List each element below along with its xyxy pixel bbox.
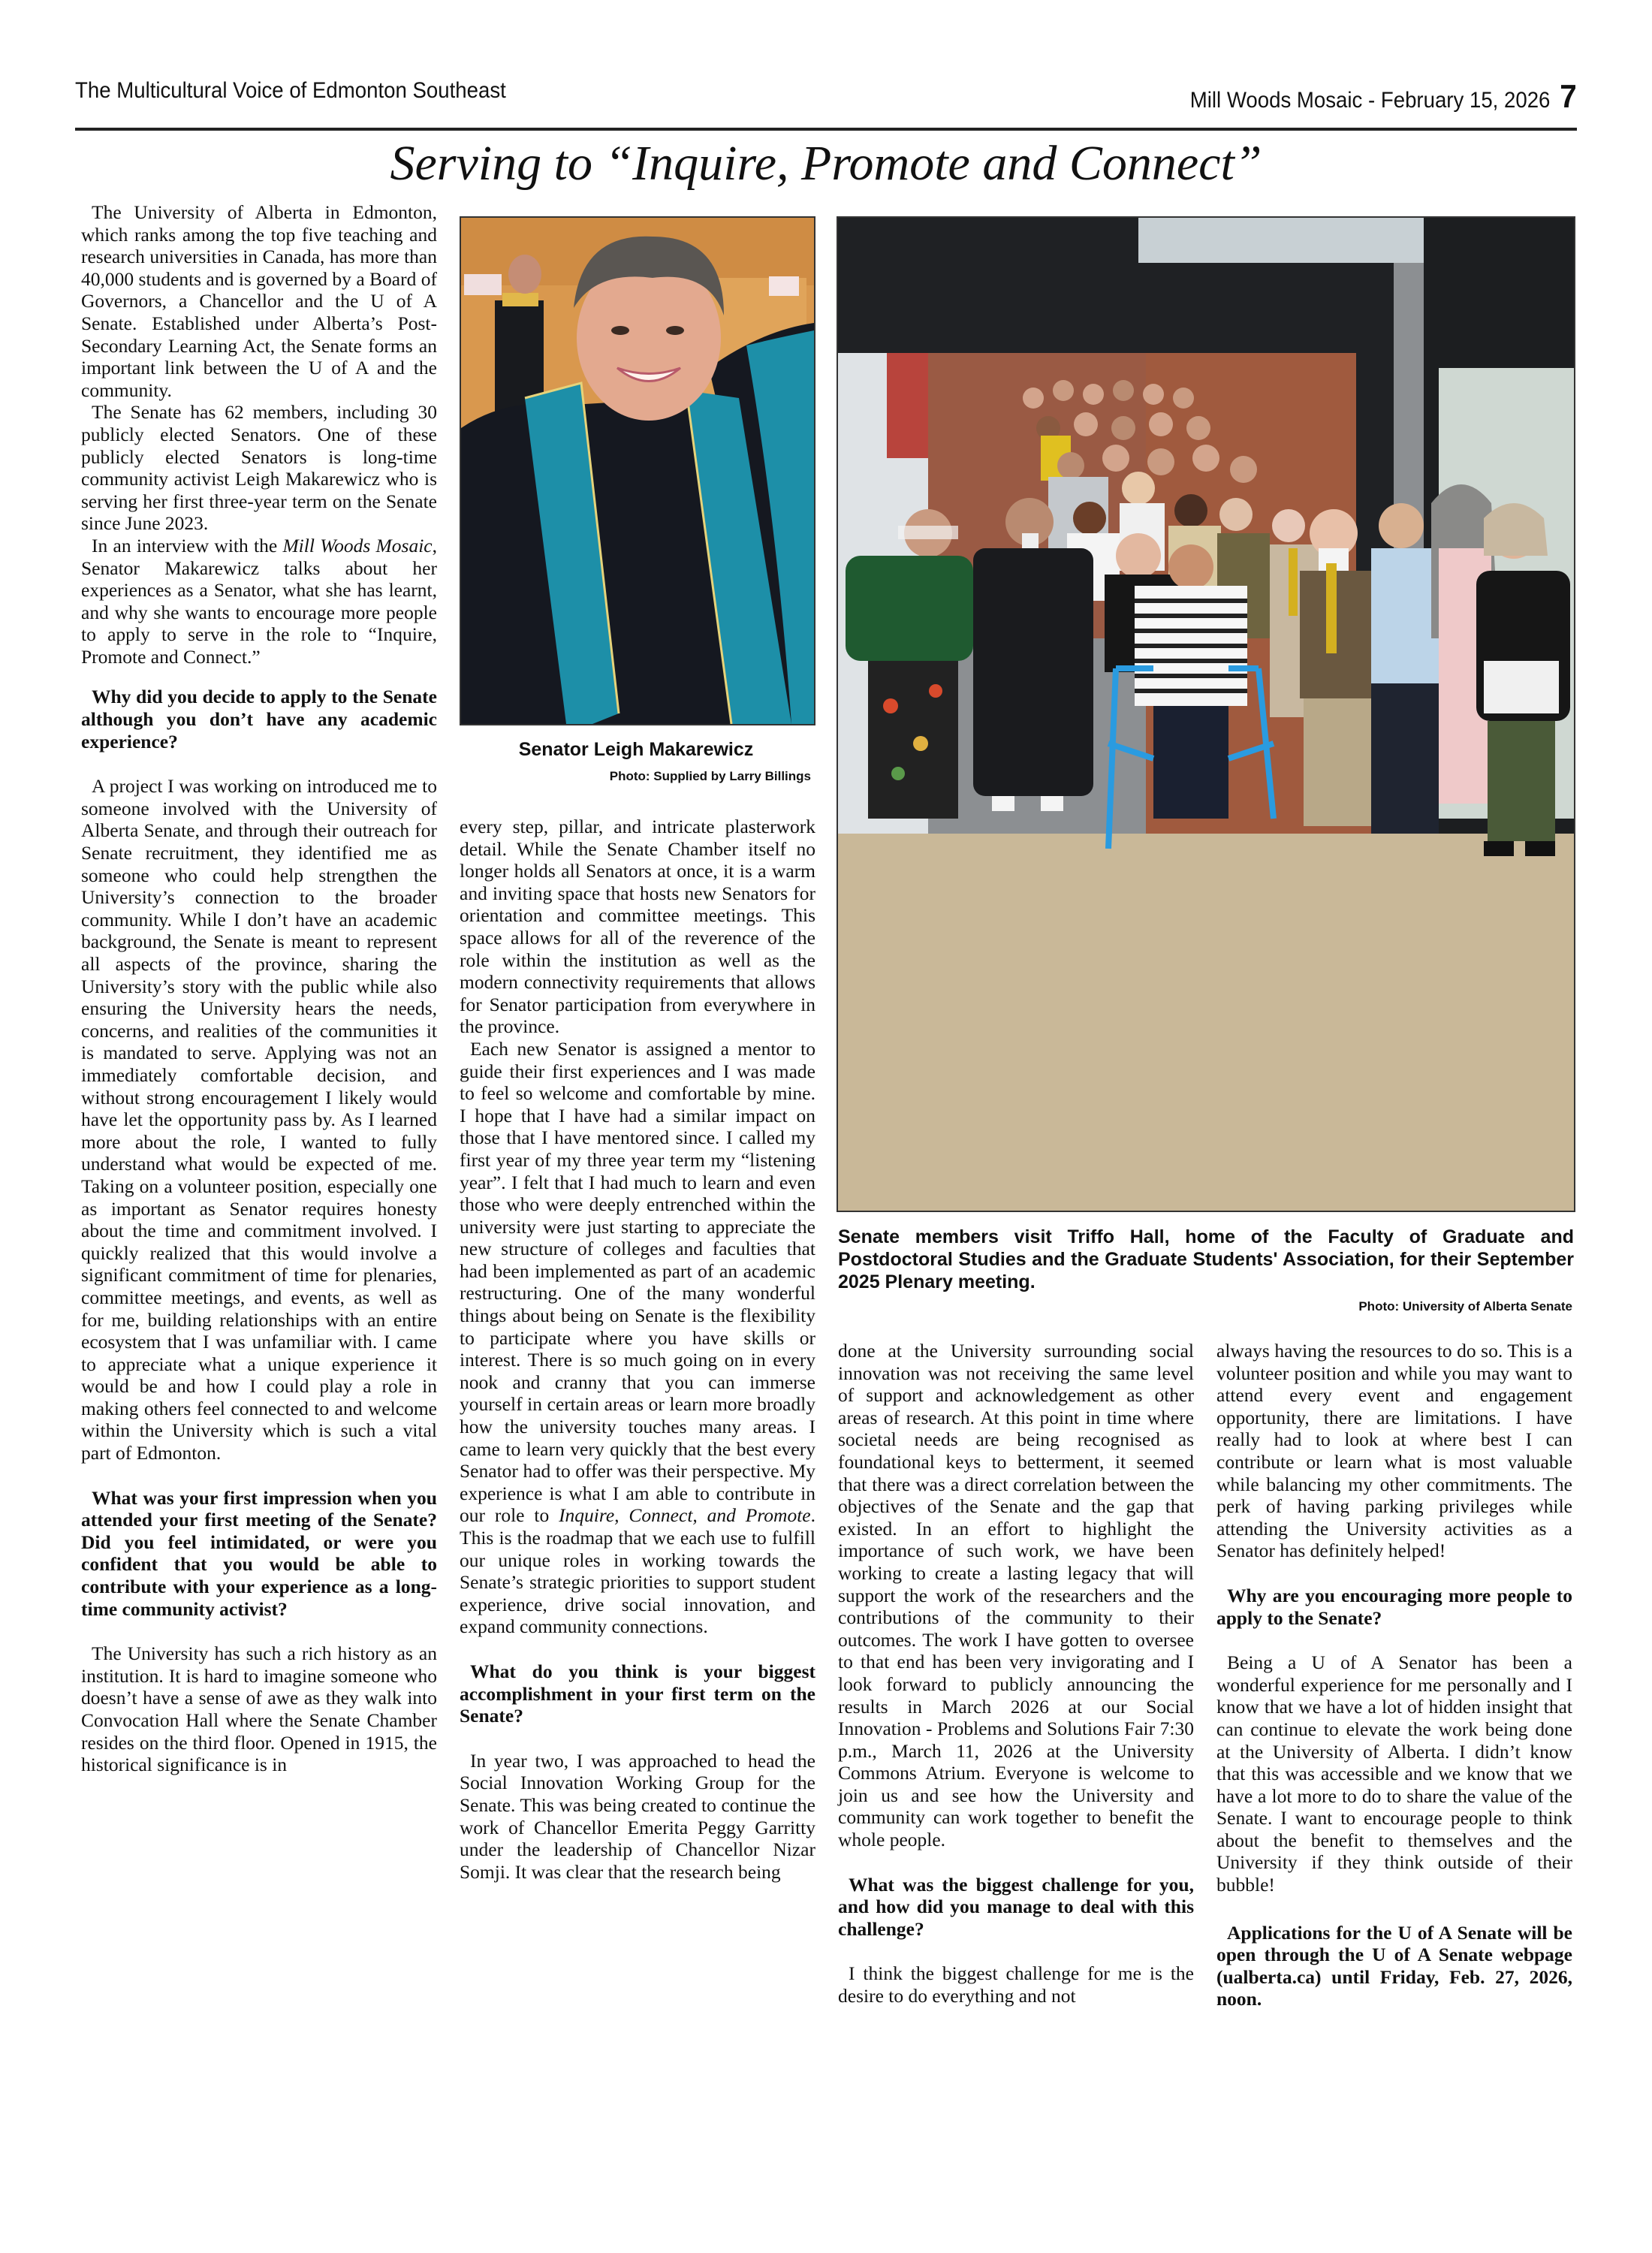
question-heading: Why did you decide to apply to the Senate although you don’t have any academic experience? <box>81 686 437 753</box>
column-1 <box>81 201 437 1776</box>
portrait-photo <box>460 216 815 725</box>
answer-paragraph: A project I was working on introduced me to someone involved with the University of Alberta Senate, and through their outreach for Senate recruitment, they identified me as someone who could help strengthen the University’s connection to the broader community. While I don’t have an academic background, the Senate is meant to represent all aspects of the province, sharing the University’s story with the public while also ensuring the University hears the needs, concerns, and realities of the communities it is mandated to serve. Applying was not an immediately comfortable decision, and without strong encouragement I likely would have let the opportunity pass by. As I learned more about the role, I wanted to fully understand what would be expected of me. Taking on a volunteer position, especially one as important as Senator requires honesty about the time and commitment involved. I quickly realized that this would involve a significant commitment of time for plenaries, committee meetings, and events, as well as for me, building relationships with an entire ecosystem that I was unfamiliar with. I came to appreciate what a unique experience it would be and how I could play a role in making others feel connected to and welcome within the University which is such a vital part of Edmonton. <box>81 775 437 1464</box>
portrait-caption: Senator Leigh Makarewicz <box>518 739 754 760</box>
answer-paragraph: every step, pillar, and intricate plasterwork detail. While the Senate Chamber itself no longer holds all Senators at once, it is a warm and inviting space that hosts new Senators for orientation and committee meetings. This space allows for all of the reverence of the role within the institution as well as the modern connectivity requirements that allows for Senator participation from everywhere in the province. <box>460 816 815 1038</box>
answer-paragraph: always having the resources to do so. This is a volunteer position and while you may want to attend every event and engagement opportunity, there are limitations. I have really had to look at where best I can contribute or learn what is most valuable while balancing my other commitments. The perk of having parking privileges while attending the University activities as a Senator has definitely helped! <box>1216 1340 1572 1562</box>
publication-tagline: The Multicultural Voice of Edmonton Southeast <box>75 78 506 103</box>
intro-paragraph: The University of Alberta in Edmonton, which ranks among the top five teaching and research universities in Canada, has more than 40,000 students and is governed by a Board of Governors, a Chancellor and the U of A Senate. Established under Alberta’s Post-Secondary Learning Act, the Senate forms an important link between the U of A and the community. <box>81 201 437 401</box>
portrait-credit: Photo: Supplied by Larry Billings <box>609 769 811 783</box>
intro-paragraph: In an interview with the Mill Woods Mosaic, Senator Makarewicz talks about her experiences as a Senator, what she has learnt, and why she wants to encourage more people to apply to serve in the role to “Inquire, Promote and Connect.” <box>81 534 437 668</box>
closing-notice: Applications for the U of A Senate will be open through the U of A Senate webpage (ualberta.ca) until Friday, Feb. 27, 2026, noon. <box>1216 1921 1572 2010</box>
page-number: 7 <box>1560 78 1577 115</box>
publication-name: Mill Woods Mosaic <box>282 534 433 556</box>
column-2 <box>460 816 815 1883</box>
answer-paragraph: done at the University surrounding social innovation was not receiving the same level of support and acknowledgement as other areas of research. At this point in time where societal needs are being recognised as foundational keys to betterment, it seemed that there was a direct correlation between the objectives of the Senate and the gap that existed. In an effort to highlight the importance of such work, we have been working to create a lasting legacy that will support the work of the researchers and the contributions of the community to their outcomes. The work I have gotten to oversee to that end has been very invigorating and I look forward to publicly announcing the results in March 2026 at our Social Innovation - Problems and Solutions Fair 7:30 p.m., March 11, 2026 at the University Commons Atrium. Everyone is welcome to join us and see how the University and community can work together to benefit the whole people. <box>838 1340 1194 1851</box>
group-photo-caption: Senate members visit Triffo Hall, home of the Faculty of Graduate and Postdoctoral Studies and the Graduate Students' Association, for their September 2025 Plenary meeting. <box>838 1226 1574 1292</box>
question-heading: What do you think is your biggest accomplishment in your first term on the Senate? <box>460 1660 815 1727</box>
answer-paragraph: I think the biggest challenge for me is the desire to do everything and not <box>838 1962 1194 2007</box>
question-heading: Why are you encouraging more people to apply to the Senate? <box>1216 1584 1572 1629</box>
group-photo <box>837 216 1575 1212</box>
group-photo-illustration <box>838 218 1574 1211</box>
column-3 <box>838 1340 1194 2007</box>
masthead-date <box>1190 78 1577 116</box>
answer-paragraph: The University has such a rich history as an institution. It is hard to imagine someone who doesn’t have a sense of awe as they walk into Convocation Hall where the Senate Chamber resides on the third floor. Opened in 1915, the historical significance is in <box>81 1642 437 1776</box>
intro-paragraph: The Senate has 62 members, including 30 publicly elected Senators. One of these publicly elected Senators is long-time community activist Leigh Makarewicz who is serving her first three-year term on the Senate since June 2023. <box>81 401 437 535</box>
answer-paragraph: Each new Senator is assigned a mentor to guide their first experiences and I was made to feel so welcome and comfortable by mine. I hope that I have had a similar impact on those that I have mentored since. I called my first year of my three year term my “listening year”. I felt that I had much to learn and even those who were deeply entrenched within the university were just starting to appreciate the new structure of colleges and faculties that had been implemented as part of an academic restructuring. One of the many wonderful things about being on Senate is the flexibility to participate where you have skills or interest. There is so much going on in every nook and cranny that you can immerse yourself in certain areas or learn more broadly how the university touches many areas. I came to learn very quickly that the best every Senator had to offer was their perspective. My experience is what I am able to contribute in our role to Inquire, Connect, and Promote. This is the roadmap that we each use to fulfill our unique roles in working towards the Senate’s strategic priorities to support student experience, drive social innovation, and expand community connections. <box>460 1037 815 1638</box>
column-4 <box>1216 1340 1572 2033</box>
group-photo-credit: Photo: University of Alberta Senate <box>1358 1299 1572 1313</box>
question-heading: What was your first impression when you attended your first meeting of the Senate? Did you feel intimidated, or were you confident that you would be able to contribute with your experience as a long-time community activist? <box>81 1486 437 1620</box>
answer-paragraph: Being a U of A Senator has been a wonderful experience for me personally and I know that we have a lot of hidden insight that can continue to elevate the work being done at the University of Alberta. I didn’t know that this was accessible and we know that we have a lot more to do to share the value of the Senate. I want to encourage people to think about the benefit to themselves and the University if they think outside of their bubble! <box>1216 1651 1572 1896</box>
article-headline: Serving to “Inquire, Promote and Connect” <box>390 136 1262 191</box>
question-heading: What was the biggest challenge for you, and how did you manage to deal with this challenge? <box>838 1873 1194 1940</box>
header-rule <box>75 128 1577 131</box>
senate-motto: Inquire, Connect, and Promote <box>559 1504 811 1527</box>
portrait-illustration <box>461 218 814 724</box>
publication-date: Mill Woods Mosaic - February 15, 2026 <box>1189 88 1551 113</box>
answer-paragraph: In year two, I was approached to head the Social Innovation Working Group for the Senate. This was being created to continue the work of Chancellor Emerita Peggy Garritty under the leadership of Chancellor Nizar Somji. It was clear that the research being <box>460 1749 815 1883</box>
